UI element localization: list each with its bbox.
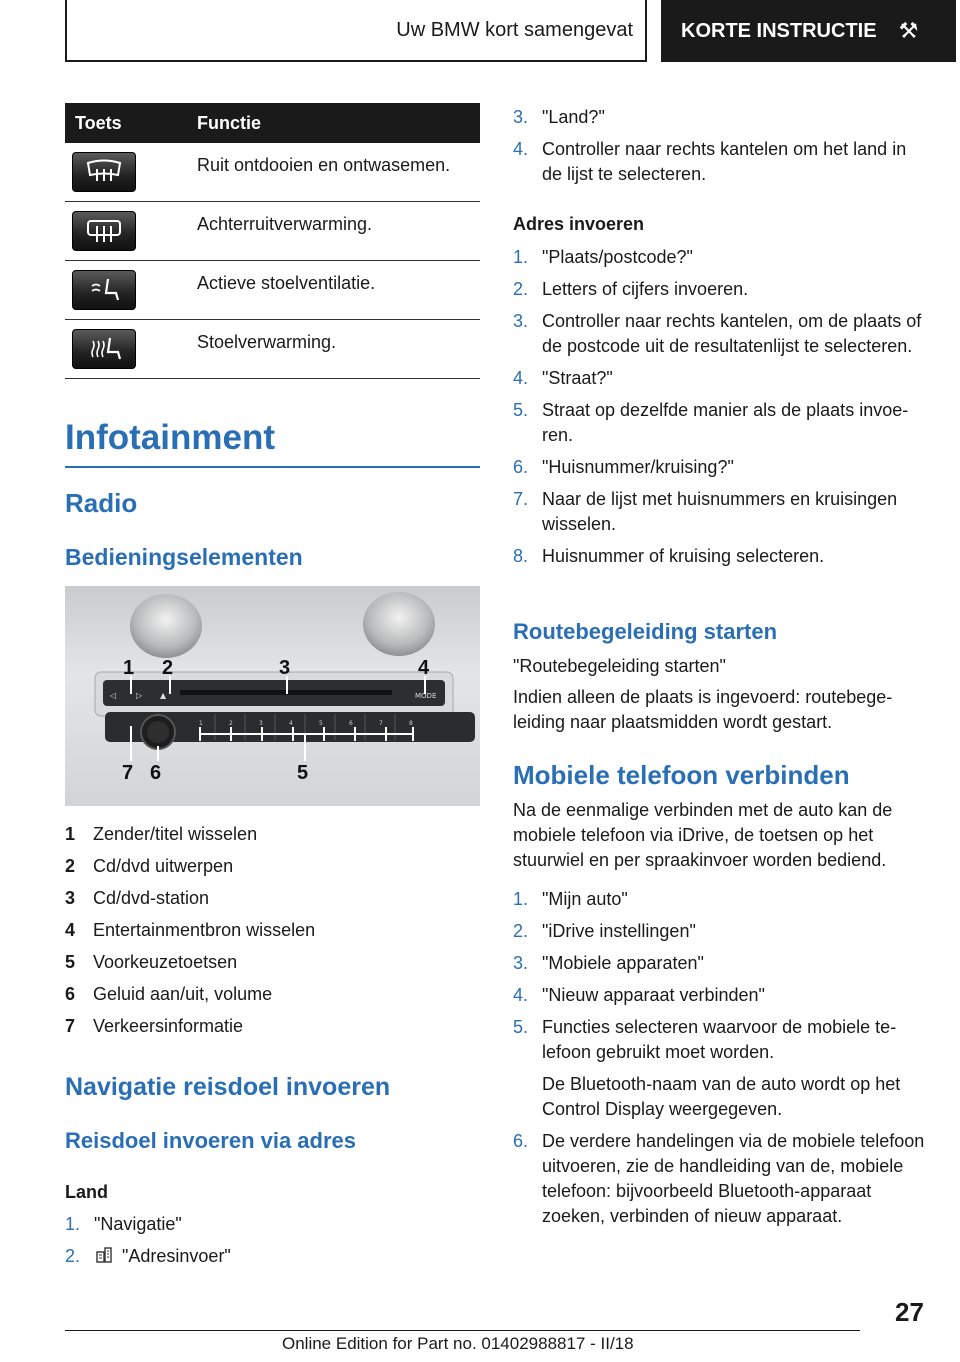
header-right-text: KORTE INSTRUCTIE: [681, 19, 877, 42]
footer-edition: Online Edition for Part no. 01402988817 - II/18: [282, 1334, 634, 1353]
phone-steps-list: [513, 887, 928, 1236]
list-item: 5. Straat op dezelfde manier als de plaats invoeren.: [513, 400, 909, 445]
mode-label: MODE: [415, 692, 437, 700]
list-item: 1. "Mijn auto": [513, 889, 628, 909]
list-item: 4. "Nieuw apparaat verbinden": [513, 985, 765, 1005]
preset-number: 6: [349, 720, 353, 727]
route-text: [513, 654, 928, 735]
callout-number: 2: [162, 657, 174, 679]
svg-text:▲: ▲: [160, 691, 167, 700]
controls-subheading: Bedieningselementen: [65, 544, 303, 570]
radio-legend: [65, 818, 480, 1042]
legend-item: 7 Verkeersinformatie: [65, 1015, 244, 1036]
list-item: 1. "Navigatie": [65, 1214, 182, 1234]
header-section-title: [65, 0, 647, 62]
legend-item: 3 Cd/dvd-station: [65, 887, 210, 908]
section-title: Infotainment: [65, 418, 480, 468]
list-item: 2. "Adresinvoer": [65, 1244, 480, 1271]
key-function-table: [65, 103, 480, 379]
route-line: "Routebegeleiding starten": [513, 656, 726, 676]
list-item: 8. Huisnummer of kruising selecteren.: [513, 546, 825, 566]
rear-window-heating-icon: [72, 211, 136, 251]
preset-number: 3: [259, 720, 263, 727]
address-subheading: Reisdoel invoeren via adres: [65, 1128, 357, 1153]
list-item: 3. Controller naar rechts kantelen, om de plaats of de postcode uit de resultatenlijst te selecteren.: [513, 311, 922, 356]
list-item: 4. "Straat?": [513, 368, 613, 388]
table-header-function: Functie: [197, 112, 262, 133]
wrench-icon: ⚒: [898, 18, 919, 43]
list-item: 3. "Land?": [513, 107, 605, 127]
list-item: 2. "iDrive instellingen": [513, 921, 696, 941]
legend-item: 1 Zender/titel wisselen: [65, 823, 258, 844]
adres-heading: Adres invoeren: [513, 214, 645, 234]
callout-number: 5: [297, 762, 309, 784]
list-item: 6. De verdere handelingen via de mobiele telefoon uitvoeren, zie de handleiding van de, mobiele telefoon: bijvoorbeeld Bluetooth-apparaat zoeken, verbinden of nieuw apparaat.: [513, 1131, 925, 1226]
land-steps-continued: [513, 105, 928, 194]
page-number: 27: [895, 1297, 924, 1327]
list-item: 1. "Plaats/postcode?": [513, 247, 693, 267]
seat-heating-icon: [72, 329, 136, 369]
navigation-heading: Navigatie reisdoel invoeren: [65, 1073, 391, 1101]
table-row: [65, 261, 480, 320]
radio-panel-illustration: [65, 586, 480, 806]
route-heading: Routebegeleiding starten: [513, 619, 778, 644]
windshield-defrost-icon: [72, 152, 136, 192]
list-item: 4. Controller naar rechts kantelen om het land in de lijst te selecteren.: [513, 139, 907, 184]
phone-heading: Mobiele telefoon verbinden: [513, 760, 850, 790]
preset-number: 2: [229, 720, 233, 727]
legend-item: 2 Cd/dvd uitwerpen: [65, 855, 234, 876]
table-row: [65, 143, 480, 202]
legend-item: 6 Geluid aan/uit, volume: [65, 983, 273, 1004]
callout-number: 6: [150, 762, 162, 784]
callout-number: 3: [279, 657, 291, 679]
step-note: De Bluetooth-naam van de auto wordt op het Control Display weergegeven.: [542, 1074, 901, 1119]
list-item: 7. Naar de lijst met huisnummers en kruisingen wisselen.: [513, 489, 898, 534]
land-steps-list: [65, 1212, 480, 1278]
address-input-icon: [94, 1244, 116, 1271]
list-item: 2. Letters of cijfers invoeren.: [513, 279, 749, 299]
route-line: Indien alleen de plaats is ingevoerd: routebegeleiding naar plaatsmidden wordt gestart.: [513, 687, 893, 732]
phone-intro: Na de eenmalige verbinden met de auto kan de mobiele telefoon via iDrive, de toetsen op het stuurwiel en per spraakinvoer worden bediend.: [513, 800, 893, 870]
preset-number: 1: [199, 720, 203, 727]
callout-number: 1: [123, 657, 135, 679]
radio-heading: Radio: [65, 488, 138, 518]
table-row: [65, 202, 480, 261]
footer-divider: [65, 1330, 860, 1331]
svg-text:▷: ▷: [136, 691, 143, 700]
table-row: [65, 320, 480, 379]
preset-number: 7: [379, 720, 383, 727]
preset-number: 5: [319, 720, 323, 727]
header-left-text: Uw BMW kort samengevat: [396, 18, 633, 41]
adres-steps-list: [513, 245, 928, 576]
callout-number: 4: [418, 657, 430, 679]
table-cell-function: Ruit ontdooien en ontwasemen.: [197, 155, 451, 175]
seat-ventilation-icon: [72, 270, 136, 310]
callout-number: 7: [122, 762, 134, 784]
table-header-key: Toets: [75, 112, 122, 133]
svg-text:◁: ◁: [110, 691, 117, 700]
legend-item: 4 Entertainmentbron wisselen: [65, 919, 316, 940]
header-chapter-tab: [661, 0, 956, 62]
list-item: 6. "Huisnummer/kruising?": [513, 457, 734, 477]
legend-item: 5 Voorkeuzetoetsen: [65, 951, 238, 972]
list-item: 5. Functies selecteren waarvoor de mobiele telefoon gebruikt moet worden. De Bluetooth-naam van de auto wordt op het Control Display weergegeven.: [513, 1015, 928, 1122]
list-item: 3. "Mobiele apparaten": [513, 953, 704, 973]
table-cell-function: Actieve stoelventilatie.: [197, 273, 376, 293]
preset-number: 8: [409, 720, 413, 727]
land-heading: Land: [65, 1182, 108, 1202]
table-cell-function: Stoelverwarming.: [197, 332, 337, 352]
preset-number: 4: [289, 720, 293, 727]
table-header: [65, 103, 480, 143]
table-cell-function: Achterruitverwarming.: [197, 214, 373, 234]
